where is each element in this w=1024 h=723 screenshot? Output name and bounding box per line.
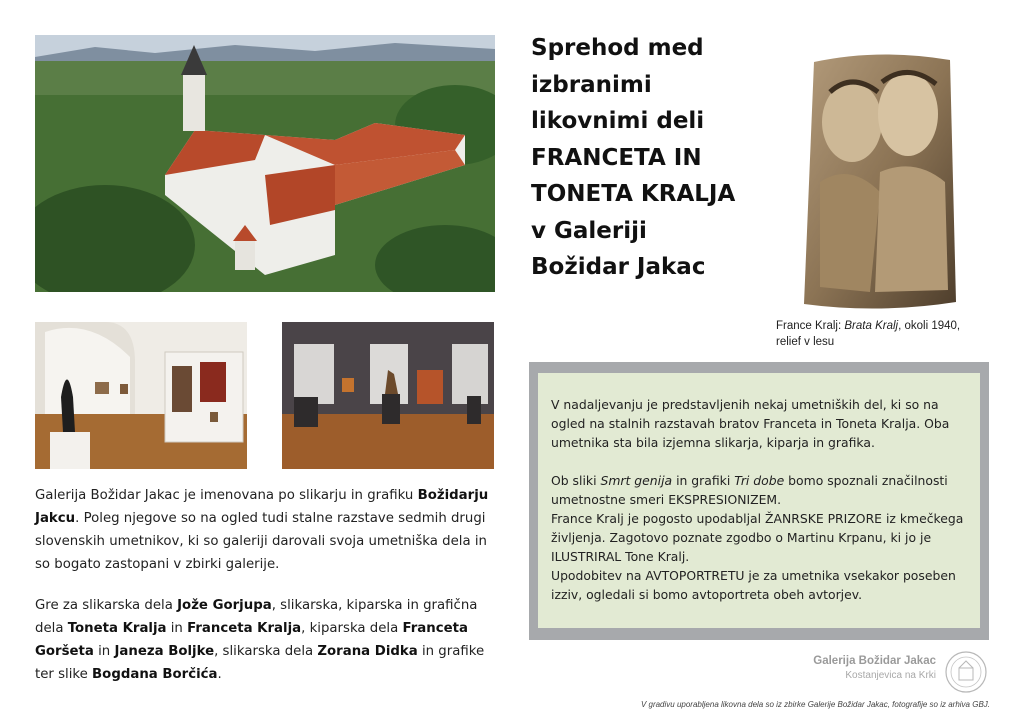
para2-bold-6: Zorana Didka [317,644,418,659]
info-self-portrait: Upodobitev na AVTOPORTRETU je za umetnika vsekakor poseben izziv, ogledali si bomo avtoportreta obeh avtorjev. [551,568,956,602]
title-line-1: Sprehod med [531,35,704,61]
intro-paragraph [35,484,497,576]
para2-text-5: in [93,644,115,659]
title-line-7: Božidar Jakac [531,254,706,280]
info-p2-text-3: bomo spoznali značilnosti umetnostne smeri EKSPRESIONIZEM. [551,473,948,507]
gallery-interior-photo-light [35,322,247,469]
caption-suffix: , okoli 1940, [898,320,961,332]
caption-prefix: France Kralj: [776,320,845,332]
relief-caption [776,318,996,350]
gallery-logo-name: Galerija Božidar Jakac [813,655,936,667]
gallery-seal-icon [944,650,988,694]
para2-bold-5: Janeza Boljke [114,644,215,659]
para2-text-8: . [217,667,222,682]
footnote: V gradivu uporabljena likovna dela so iz zbirke Galerije Božidar Jakac, fotografije so iz arhiva GBJ. [640,700,990,709]
para2-text-4: , kiparska dela [301,621,403,636]
para2-text-2: , slikarska, kiparska in grafična dela [35,598,478,636]
artists-paragraph [35,594,497,686]
info-box-frame [529,362,989,640]
para2-text-1: Gre za slikarska dela [35,598,178,613]
para2-text-7: in grafike ter slike [35,644,485,682]
para1-text-1: Galerija Božidar Jakac je imenovana po slikarju in grafiku [35,488,418,503]
para2-text-6: , slikarska dela [214,644,318,659]
info-box [538,373,980,628]
page-title [531,30,771,286]
gallery-interior-photo-dark [282,322,494,469]
para1-bold-1: Božidarju Jakcu [35,488,489,526]
title-line-4: FRANCETA IN [531,144,702,171]
para2-bold-1: Jože Gorjupa [177,598,272,613]
title-line-5: TONETA KRALJA [531,181,736,207]
info-p2-text-2: in grafiki [672,473,735,488]
title-line-6: v Galeriji [531,217,647,244]
para2-bold-7: Bogdana Borčića [92,667,218,682]
para2-text-3: in [166,621,188,636]
info-genre-scenes: France Kralj je pogosto upodabljal ŽANRSKE PRIZORE iz kmečkega življenja. Zagotovo poznate zgodbo o Martinu Krpanu, ki jo je ILUSTRIRAL Tone Kralj. [551,511,964,564]
info-p2-text-1: Ob sliki [551,473,601,488]
para2-bold-3: Franceta Kralja [187,621,302,636]
wood-relief-photo [800,52,958,314]
info-p2-italic-1: Smrt genija [600,473,673,488]
caption-line2: relief v lesu [776,336,835,348]
caption-work-title: Brata Kralj [844,320,899,332]
para2-bold-4: Franceta Goršeta [35,621,468,659]
monastery-aerial-photo [35,35,495,292]
title-line-3: likovnimi deli [531,108,705,134]
title-line-2: izbranimi [531,71,652,98]
info-p2-italic-2: Tri dobe [734,473,785,488]
info-expressionism [551,471,970,509]
para2-bold-2: Toneta Kralja [67,621,167,636]
info-intro: V nadaljevanju je predstavljenih nekaj umetniških del, ki so na ogled na stalnih razstavah bratov Franceta in Toneta Kralja. Oba umetnika sta bila izjemna slikarja, kiparja in grafika. [551,397,950,450]
gallery-logo-place: Kostanjevica na Krki [845,670,936,681]
para1-text-2: . Poleg njegove so na ogled tudi stalne razstave sedmih drugi slovenskih umetnikov, ki so galeriji darovali svoja umetniška dela in so bogato zastopani v zbirki galerije. [35,511,487,572]
